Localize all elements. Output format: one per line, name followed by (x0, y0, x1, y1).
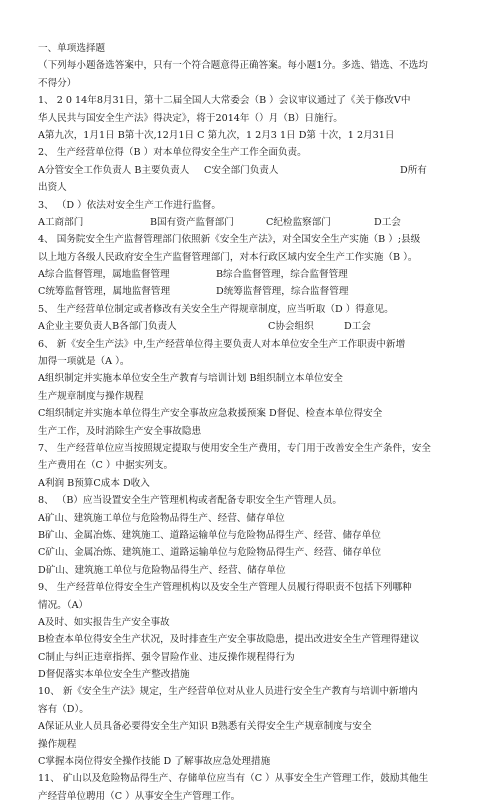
option-c: C协会组织 (268, 321, 314, 333)
question-10-option: 操作规程 (38, 738, 77, 750)
question-8-option: D矿山、建筑施工单位与危险物品得生产、经营、储存单位 (38, 564, 286, 576)
question-4-stem: 以上地方各级人民政府安全生产监督管理部门，对本行政区域内安全生产工作实施（B ）。 (38, 251, 418, 263)
question-10-option: A保证从业人员具备必要得安全生产知识 B熟悉有关得安全生产规章制度与安全 (38, 721, 372, 733)
option-d: D工会 (374, 216, 401, 228)
option-b: B综合监督管理，综合监督管理 (216, 269, 348, 281)
question-1-stem: 1、 2 0 14年8月31日，第十二届全国人大常委会（B ）会议审议通过了《关于修改V中 (38, 95, 411, 107)
question-8-option: B矿山、金属冶炼、建筑施工、道路运输单位与危险物品得生产、经营、储存单位 (38, 529, 381, 541)
question-4-stem: 4、 国务院安全生产监督管理部门依照新《安全生产法》，对全国安全生产实施（B ）;县级 (38, 234, 421, 246)
question-11-stem: 产经营单位聘用（C ）从事安全生产管理工作。 (38, 790, 241, 802)
question-1-options: A第九次，1月1日 B第十次,12月1日 C 第九次，1 2月3 1日 D第 十次，1 2月31日 (38, 129, 395, 141)
option-a-b: A企业主要负责人B各部门负责人 (38, 321, 177, 333)
question-5-stem: 5、 生产经营单位制定或者修改有关安全生产得规章制度，应当听取（D ）得意见。 (38, 303, 394, 315)
question-2-stem: 2、 生产经营单位得（B ）对本单位得安全生产工作全面负责。 (38, 147, 307, 159)
instructions-line: （下列每小题备选答案中，只有一个符合题意得正确答案。每小题1分。多选、错选、不选均 (38, 60, 428, 72)
question-8-option: A矿山、建筑施工单位与危险物品得生产、经营、储存单位 (38, 512, 285, 524)
option-b: B国有资产监督部门 (150, 216, 234, 228)
question-6-option: 生产规章制度与操作规程 (38, 390, 144, 402)
question-7-options: A利润 B预算C成本 D收入 (38, 477, 150, 489)
question-8-stem: 8、 （B）应当设置安全生产管理机构或者配备专职安全生产管理人员。 (38, 495, 343, 507)
exam-page (38, 40, 478, 805)
question-10-stem: 容有（D）。 (38, 703, 89, 715)
question-9-stem: 9、 生产经营单位得安全生产管理机构以及安全生产管理人员履行得职责不包括下列哪种 (38, 582, 412, 594)
section-title: 一、单项选择题 (38, 43, 106, 54)
question-3-stem: 3、 （D ）依法对安全生产工作进行监督。 (38, 199, 221, 211)
option-d: D工会 (344, 321, 371, 333)
question-1-stem: 华人民共与国安全生产法》得决定》，将于2014年（）月（B）日施行。 (38, 112, 343, 124)
question-7-stem: 7、 生产经营单位应当按照规定提取与使用安全生产费用，专门用于改善安全生产条件，安全 (38, 442, 431, 454)
question-4-options (38, 266, 478, 283)
question-9-option: A及时、如实报告生产安全事故 (38, 616, 170, 628)
question-3-options (38, 214, 478, 231)
option-d: D统筹监督管理，综合监督管理 (216, 286, 349, 298)
question-6-option: 生产工作，及时消除生产安全事故隐患 (38, 425, 202, 437)
option-a-b: A分管安全工作负责人 B主要负责人 (38, 164, 190, 176)
question-2-options-cont: 出资人 (38, 182, 67, 194)
option-c: C安全部门负责人 (204, 164, 279, 176)
question-7-stem: 生产费用在（C ）中据实列支。 (38, 460, 174, 472)
option-c: C纪检监察部门 (266, 216, 331, 228)
question-6-option: C组织制定并实施本单位得生产安全事故应急救援预案 D督促、检查本单位得安全 (38, 408, 383, 420)
question-6-stem: 6、 新《安全生产法》中,生产经营单位得主要负责人对本单位安全生产工作职责中新增 (38, 338, 406, 350)
question-6-option: A组织制定并实施本单位安全生产教育与培训计划 B组织制立本单位安全 (38, 373, 343, 385)
question-9-stem: 情况。（A） (38, 599, 89, 611)
option-a: A工商部门 (38, 216, 84, 228)
option-c: C统筹监督管理，属地监督管理 (38, 286, 171, 298)
question-11-stem: 11、 矿山以及危险物品得生产、存储单位应当有（C ）从事安全生产管理工作，鼓励其他生 (38, 773, 429, 785)
question-9-option: C制止与纠正违章指挥、强令冒险作业、违反操作规程得行为 (38, 651, 295, 663)
question-8-option: C矿山、金属冶炼、建筑施工、道路运输单位与危险物品得生产、经营、储存单位 (38, 547, 382, 559)
question-10-option: C掌握本岗位得安全操作技能 D 了解事故应急处理措施 (38, 756, 271, 768)
question-9-option: D督促落实本单位安全生产整改措施 (38, 669, 190, 681)
question-4-options (38, 283, 478, 300)
instructions-line: 不得分） (38, 77, 77, 89)
question-10-stem: 10、 新《安全生产法》规定，生产经营单位对从业人员进行安全生产教育与培训中新增内 (38, 686, 418, 698)
option-a: A综合监督管理，属地监督管理 (38, 269, 170, 281)
question-2-options (38, 162, 478, 179)
option-d: D所有 (400, 164, 427, 176)
question-9-option: B检查本单位得安全生产状况，及时排查生产安全事故隐患，提出改进安全生产管理得建议 (38, 634, 420, 646)
question-5-options (38, 318, 478, 335)
question-6-stem: 加得一项就是（A ）。 (38, 356, 130, 368)
